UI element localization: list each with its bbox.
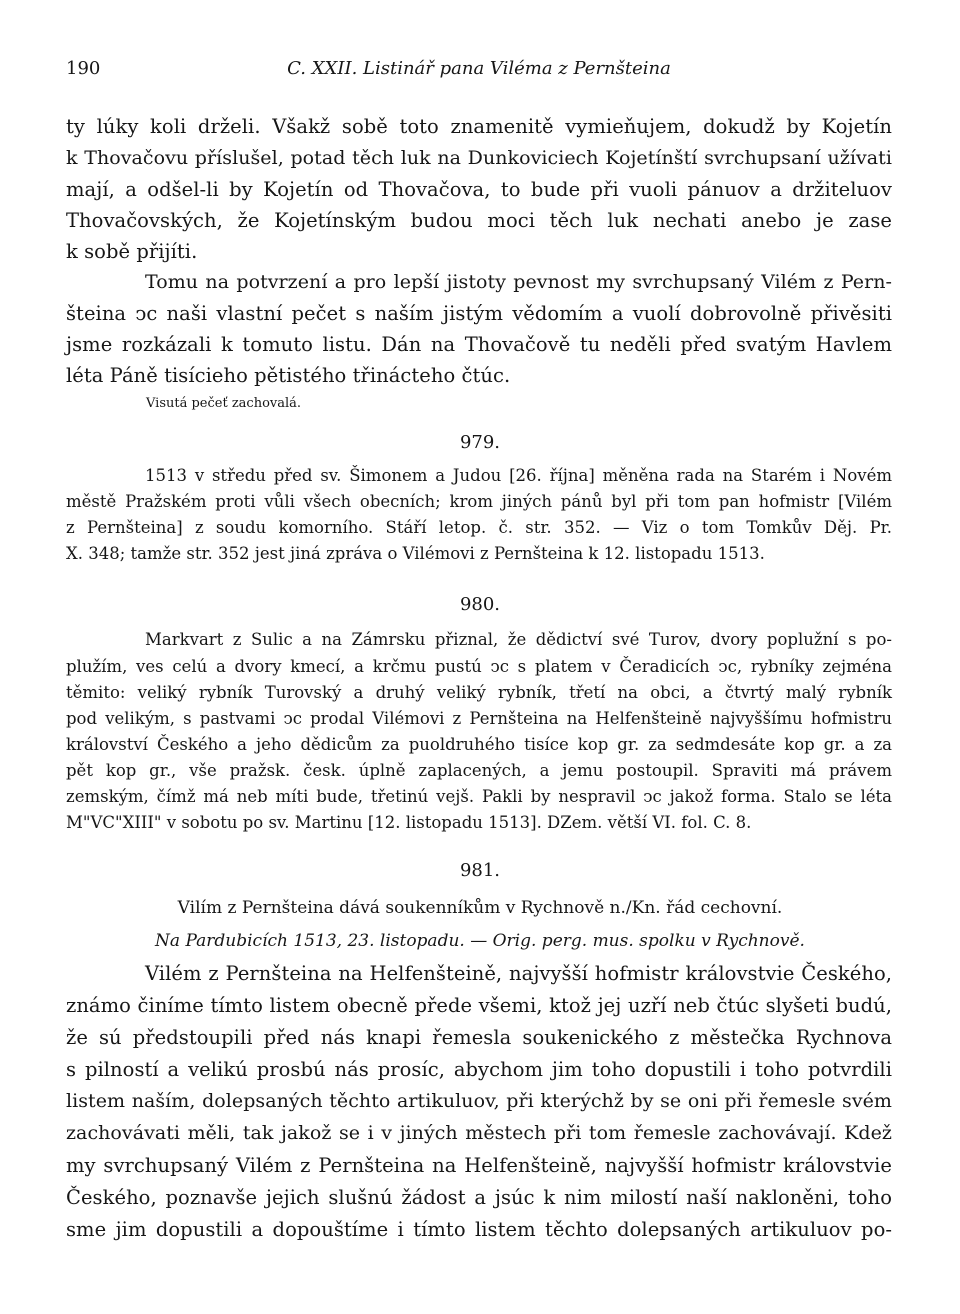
text-line: sme jim dopustili a dopouštíme i tímto listem těchto dolepsaných artikuluov po- bbox=[66, 1218, 892, 1241]
document-source: Na Pardubicích 1513, 23. listopadu. — Orig. perg. mus. spolku v Rychnově. bbox=[155, 931, 805, 951]
text-line: Markvart z Sulic a na Zámrsku přiznal, že dědictví své Turov, dvory poplužní s po- bbox=[145, 630, 892, 649]
text-line: s pilností a velikú prosbú nás prosíc, abychom jim toho dopustili i toho potvrdili bbox=[66, 1058, 892, 1081]
document-number-980: 980. bbox=[459, 594, 501, 615]
text-line: plužím, ves celú a dvory kmecí, a krčmu pustú ↄc s platem v Čeradicích ↄc, rybníky zejména bbox=[66, 657, 892, 676]
text-line: X. 348; tamže str. 352 jest jiná zpráva o Vilémovi z Pernšteina k 12. listopadu 1513. bbox=[66, 544, 765, 563]
text-line: že sú předstoupili před nás knapi řemesla soukenického z městečka Rychnova bbox=[66, 1026, 892, 1049]
text-line: těmito: veliký rybník Turovský a druhý veliký rybník, třetí na obci, a čtvrtý malý rybník bbox=[66, 683, 892, 702]
text-line: městě Pražském proti vůli všech obecních; krom jiných pánů byl při tom pan hofmistr [Vilém bbox=[66, 492, 892, 511]
text-line: ty lúky koli drželi. Všakž sobě toto znamenitě vymieňujem, dokudž by Kojetín bbox=[66, 115, 892, 138]
text-line: mají, a odšel-li by Kojetín od Thovačova, to bude při vuoli pánuov a držiteluov bbox=[66, 178, 892, 201]
text-line: zemským, čímž má neb míti bude, třetinú vejš. Pakli by nespravil ↄc jakož forma. Stalo se léta bbox=[66, 787, 892, 806]
running-title: C. XXII. Listinář pana Viléma z Pernšteina bbox=[287, 58, 671, 79]
text-line: listem naším, dolepsaných těchto artikuluov, při kterýchž by se oni při řemesle svém bbox=[66, 1090, 892, 1112]
text-line: z Pernšteina] z soudu komorního. Stáří letop. č. str. 352. — Viz o tom Tomkův Děj. Pr. bbox=[66, 518, 892, 537]
text-line: k Thovačovu příslušel, potad těch luk na Dunkoviciech Kojetínští svrchupsaní užívati bbox=[66, 147, 892, 169]
text-line: šteina ↄc naši vlastní pečet s naším jistým vědomím a vuolí dobrovolně přivěsiti bbox=[66, 302, 892, 325]
text-line: zachovávati měli, tak jakož se i v jiných městech při tom řemesle zachovávají. Kdež bbox=[66, 1122, 892, 1144]
page-header bbox=[66, 58, 892, 84]
text-line: M"VC"XIII" v sobotu po sv. Martinu [12. listopadu 1513]. DZem. větší VI. fol. C. 8. bbox=[66, 813, 752, 832]
document-number-979: 979. bbox=[459, 432, 501, 453]
text-line: Vilém z Pernšteina na Helfenšteině, najvyšší hofmistr královstvie Českého, bbox=[145, 962, 892, 985]
text-line: známo činíme tímto listem obecně přede všemi, ktož jej uzří neb čtúc slyšeti budú, bbox=[66, 994, 892, 1017]
text-line: jsme rozkázali k tomuto listu. Dán na Thovačově tu neděli před svatým Havlem bbox=[66, 333, 892, 356]
text-line: pět kop gr., vše pražsk. česk. úplně zaplacených, a jemu postoupil. Spraviti má právem bbox=[66, 761, 892, 780]
text-line: my svrchupsaný Vilém z Pernšteina na Helfenšteině, najvyšší hofmistr královstvie bbox=[66, 1154, 892, 1177]
text-line: Českého, poznavše jejich slušnú žádost a jsúc k nim milostí naší nakloněni, toho bbox=[66, 1186, 892, 1209]
page-number: 190 bbox=[66, 58, 101, 79]
text-line: léta Páně tisícieho pětistého třinácteho čtúc. bbox=[66, 364, 511, 387]
text-line: Tomu na potvrzení a pro lepší jistoty pevnost my svrchupsaný Vilém z Pern- bbox=[145, 271, 892, 293]
text-line: k sobě přijíti. bbox=[66, 240, 198, 263]
document-number-981: 981. bbox=[459, 860, 501, 881]
text-line: království Českého a jeho dědicům za puoldruhého tisíce kop gr. za sedmdesáte kop gr. a za bbox=[66, 735, 892, 754]
seal-note: Visutá pečeť zachovalá. bbox=[146, 396, 302, 411]
text-line: pod velikým, s pastvami ↄc prodal Vilémovi z Pernšteina na Helfenšteině najvyššímu hofmistru bbox=[66, 709, 892, 728]
text-line: 1513 v středu před sv. Šimonem a Judou [26. října] měněna rada na Starém i Novém bbox=[145, 466, 892, 485]
document-rubric: Vilím z Pernšteina dává soukenníkům v Rychnově n./Kn. řád cechovní. bbox=[177, 898, 783, 918]
text-line: Thovačovských, že Kojetínským budou moci těch luk nechati anebo je zase bbox=[66, 209, 892, 232]
